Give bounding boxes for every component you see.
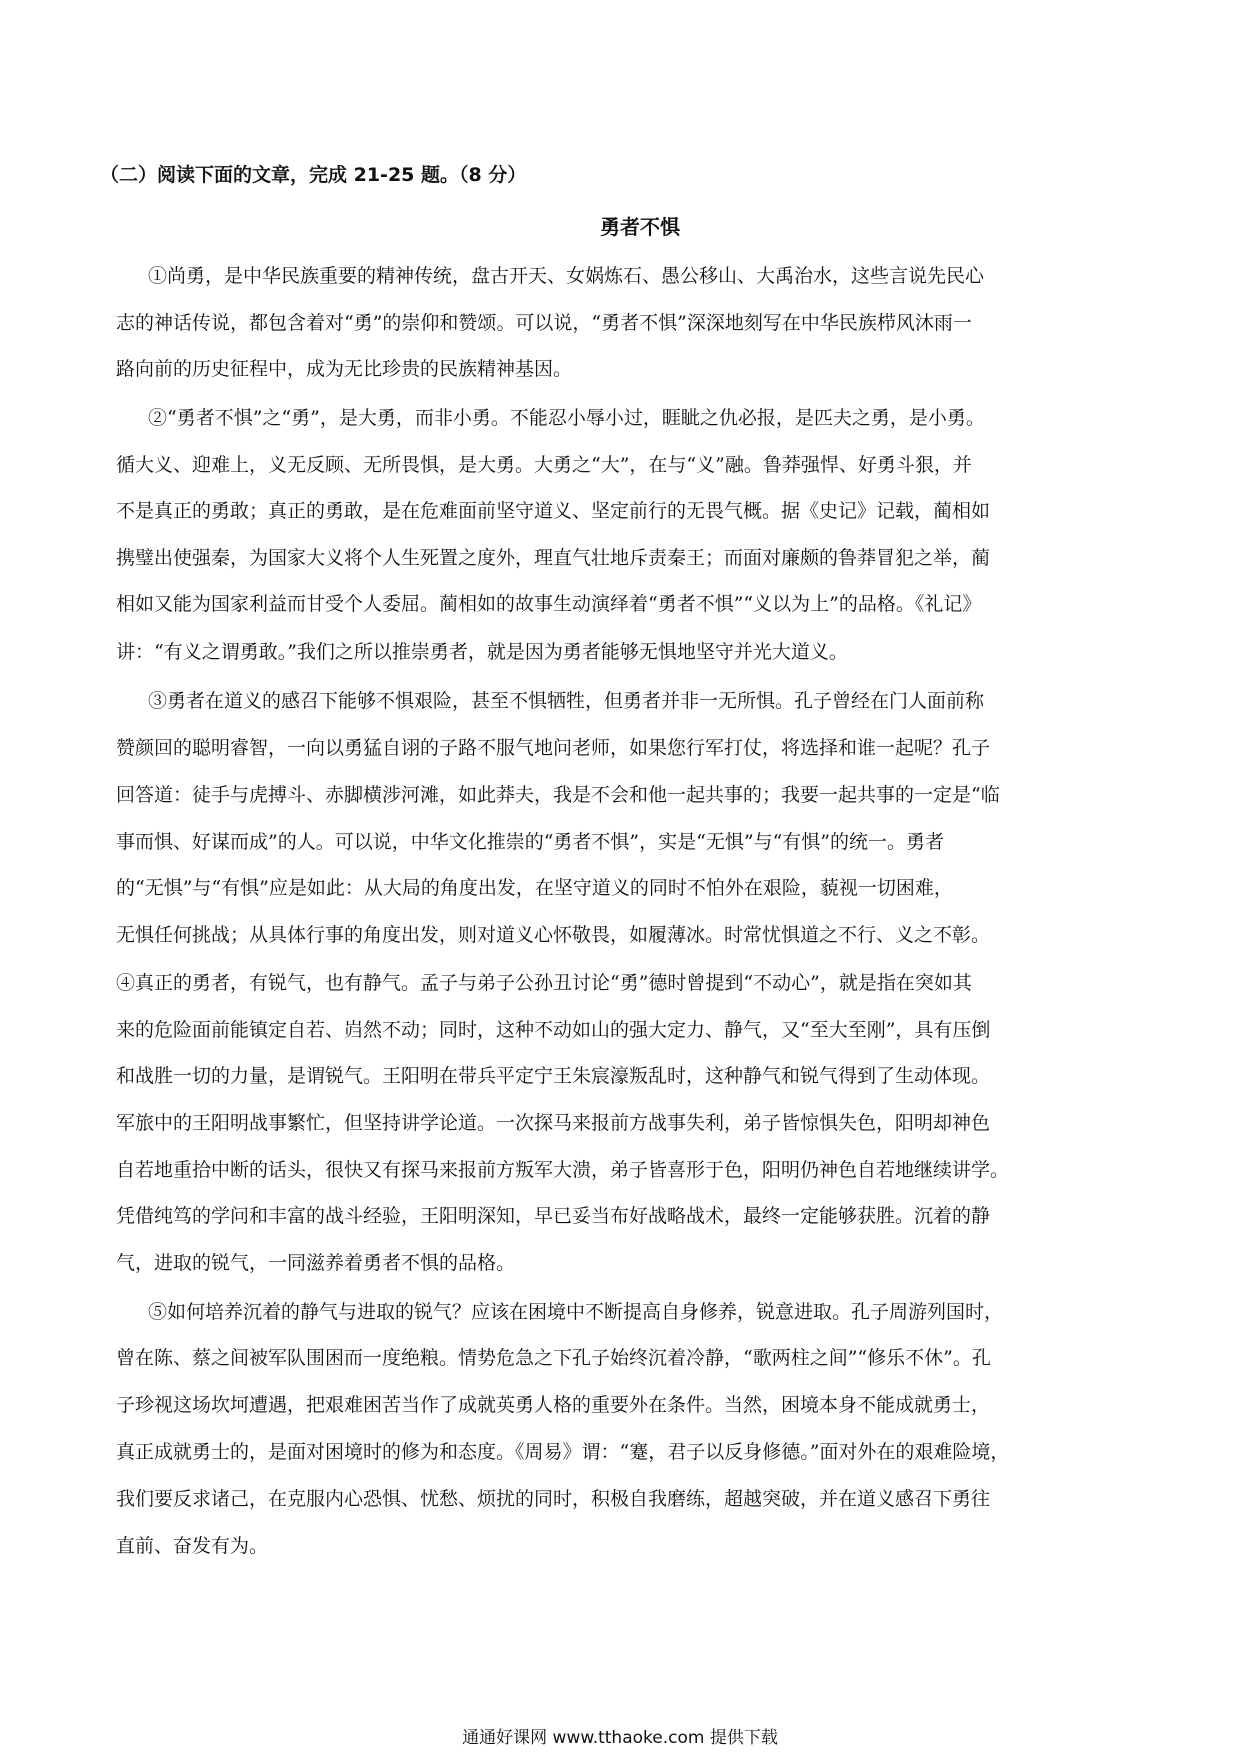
paragraph-2-line: ②“勇者不惧”之“勇”，是大勇，而非小勇。不能忍小辱小过，睚眦之仇必报，是匹夫之勇，是小勇。 — [148, 407, 985, 429]
paragraph-2-line: 携璧出使强秦，为国家大义将个人生死置之度外，理直气壮地斥责秦王；而面对廉颇的鲁莽冒犯之举，蔺 — [116, 547, 991, 569]
paragraph-3-line: 的“无惧”与“有惧”应是如此：从大局的角度出发，在坚守道义的同时不怕外在艰险，藐视一切困难， — [116, 877, 953, 899]
paragraph-5-line: 我们要反求诸己，在克服内心恐惧、忧愁、烦扰的同时，积极自我磨练，超越突破，并在道义感召下勇往 — [116, 1488, 991, 1510]
paragraph-1-line: 志的神话传说，都包含着对“勇”的崇仰和赞颂。可以说，“勇者不惧”深深地刻写在中华民族栉风沐雨一 — [116, 312, 972, 334]
paragraph-5-line: 真正成就勇士的，是面对困境时的修为和态度。《周易》谓：“蹇，君子以反身修德。”面对外在的艰难险境， — [116, 1441, 1010, 1463]
paragraph-4-line: 凭借纯笃的学问和丰富的战斗经验，王阳明深知，早已妥当布好战略战术，最终一定能够获胜。沉着的静 — [116, 1205, 991, 1227]
section-heading: （二）阅读下面的文章，完成 21-25 题。（8 分） — [100, 164, 527, 186]
paragraph-4-line: 军旅中的王阳明战事繁忙，但坚持讲学论道。一次探马来报前方战事失利，弟子皆惊惧失色，阳明却神色 — [116, 1112, 991, 1134]
paragraph-3-line: 回答道：徒手与虎搏斗、赤脚横涉河滩，如此莽夫，我是不会和他一起共事的；我要一起共事的一定是“临 — [116, 784, 1000, 806]
paragraph-1-line: ①尚勇，是中华民族重要的精神传统，盘古开天、女娲炼石、愚公移山、大禹治水，这些言说先民心 — [148, 265, 985, 287]
paragraph-3-line: 赞颜回的聪明睿智，一向以勇猛自诩的子路不服气地问老师，如果您行军打仗，将选择和谁一起呢？孔子 — [116, 737, 991, 759]
paragraph-5-line: 直前、奋发有为。 — [116, 1535, 269, 1557]
paragraph-3-line: 无惧任何挑战；从具体行事的角度出发，则对道义心怀敬畏，如履薄冰。时常忧惧道之不行、义之不彰。 — [116, 924, 991, 946]
paragraph-4-line: ④真正的勇者，有锐气，也有静气。孟子与弟子公孙丑讨论“勇”德时曾提到“不动心”，就是指在突如其 — [116, 972, 972, 994]
paragraph-5-line: 子珍视这场坎坷遭遇，把艰难困苦当作了成就英勇人格的重要外在条件。当然，困境本身不能成就勇士， — [116, 1394, 991, 1416]
paragraph-4-line: 自若地重拾中断的话头，很快又有探马来报前方叛军大溃，弟子皆喜形于色，阳明仍神色自若地继续讲学。 — [116, 1159, 1010, 1181]
paragraph-2-line: 相如又能为国家利益而甘受个人委屈。蔺相如的故事生动演绎着“勇者不惧”“义以为上”的品格。《礼记》 — [116, 593, 982, 615]
paragraph-5-line: ⑤如何培养沉着的静气与进取的锐气？应该在困境中不断提高自身修养，锐意进取。孔子周游列国时， — [148, 1301, 1004, 1323]
paragraph-2-line: 循大义、迎难上，义无反顾、无所畏惧，是大勇。大勇之“大”，在与“义”融。鲁莽强悍、好勇斗狠，并 — [116, 454, 972, 476]
paragraph-2-line: 讲：“有义之谓勇敢。”我们之所以推崇勇者，就是因为勇者能够无惧地坚守并光大道义。 — [116, 641, 848, 663]
article-title: 勇者不惧 — [600, 215, 680, 239]
paragraph-3-line: 事而惧、好谋而成”的人。可以说，中华文化推崇的“勇者不惧”，实是“无惧”与“有惧”的统一。勇者 — [116, 831, 944, 853]
paragraph-3-line: ③勇者在道义的感召下能够不惧艰险，甚至不惧牺牲，但勇者并非一无所惧。孔子曾经在门人面前称 — [148, 690, 985, 712]
paragraph-4-line: 气，进取的锐气，一同滋养着勇者不惧的品格。 — [116, 1252, 516, 1274]
paragraph-2-line: 不是真正的勇敢；真正的勇敢，是在危难面前坚守道义、坚定前行的无畏气概。据《史记》记载，蔺相如 — [116, 500, 991, 522]
paragraph-1-line: 路向前的历史征程中，成为无比珍贵的民族精神基因。 — [116, 358, 573, 380]
paragraph-4-line: 来的危险面前能镇定自若、岿然不动；同时，这种不动如山的强大定力、静气，又“至大至刚”，具有压倒 — [116, 1019, 991, 1041]
paragraph-5-line: 曾在陈、蔡之间被军队围困而一度绝粮。情势危急之下孔子始终沉着冷静，“歌两柱之间”“修乐不休”。孔 — [116, 1347, 991, 1369]
paragraph-4-line: 和战胜一切的力量，是谓锐气。王阳明在带兵平定宁王朱宸濠叛乱时，这种静气和锐气得到了生动体现。 — [116, 1065, 991, 1087]
footer-source-credit: 通通好课网 www.tthaoke.com 提供下载 — [462, 1728, 778, 1748]
